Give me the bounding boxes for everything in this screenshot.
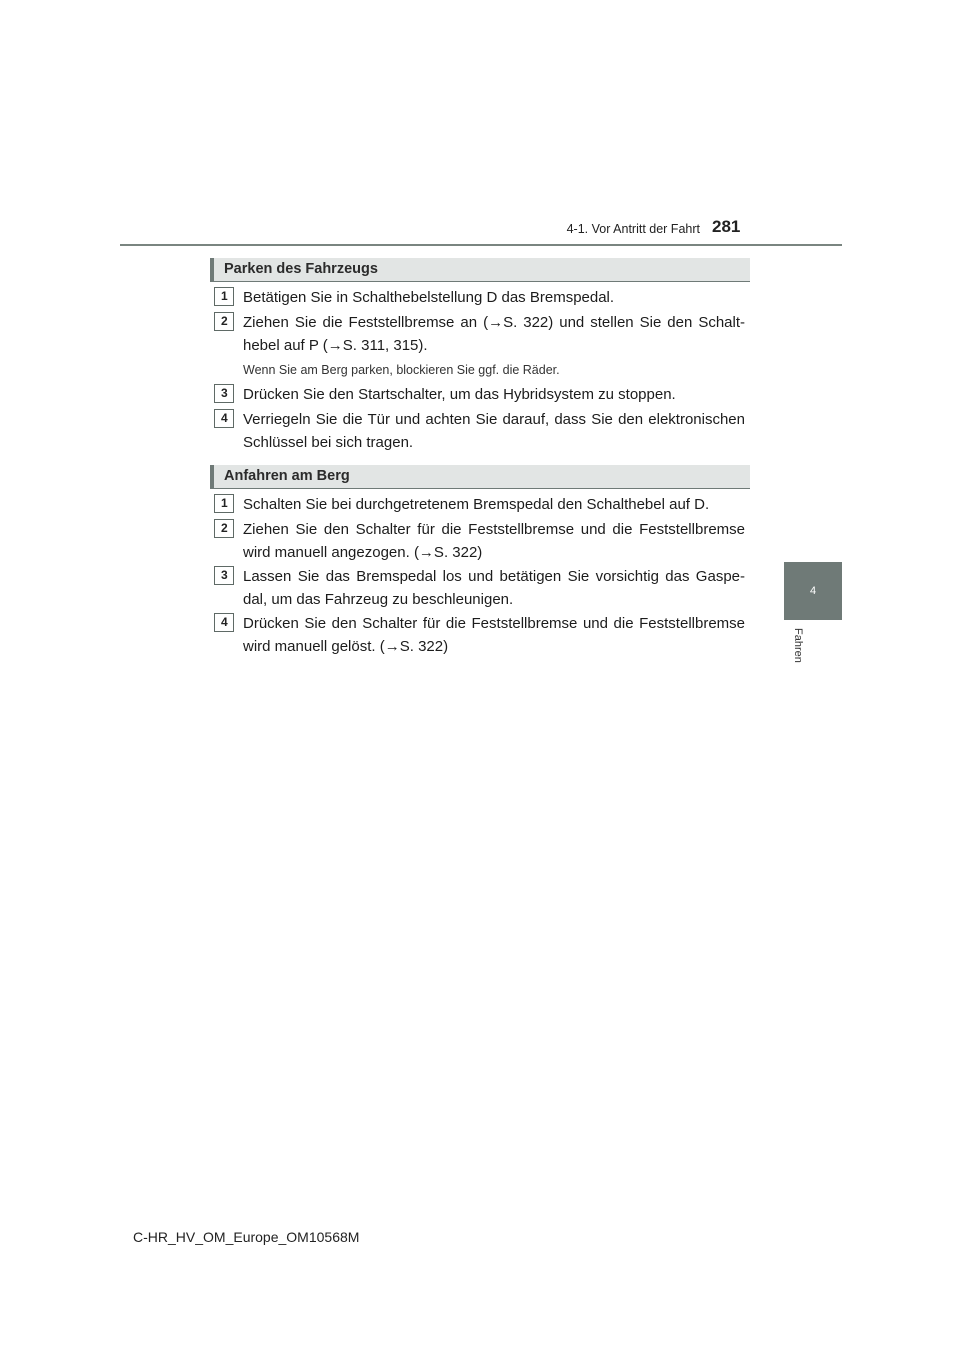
step-text: Drücken Sie den Startschalter, um das Hybridsystem zu stoppen.: [243, 386, 676, 403]
step-text: Lassen Sie das Bremspedal los und betätigen Sie vorsichtig das Gaspe-dal, um das Fahrzeug zu beschleunigen.: [243, 568, 745, 608]
step-text: Ziehen Sie die Feststellbremse an (→S. 322) und stellen Sie den Schalt-hebel auf P (→S. 311, 315).: [243, 314, 745, 354]
document-id: C-HR_HV_OM_Europe_OM10568M: [133, 1229, 360, 1245]
running-header-section: 4-1. Vor Antritt der Fahrt: [566, 222, 700, 236]
chapter-tab: 4: [784, 562, 842, 620]
step-text: Drücken Sie den Schalter für die Feststellbremse und die Feststellbremse wird manuell gelöst. (→S. 322): [243, 615, 745, 655]
step-number-badge: 2: [214, 519, 234, 538]
step-number-badge: 3: [214, 566, 234, 585]
section-heading-hill-start: Anfahren am Berg: [210, 465, 750, 489]
header-divider: [120, 244, 842, 246]
step-number-badge: 4: [214, 409, 234, 428]
step-text: Schalten Sie bei durchgetretenem Bremspedal den Schalthebel auf D.: [243, 496, 710, 513]
step-number-badge: 2: [214, 312, 234, 331]
step-text: Verriegeln Sie die Tür und achten Sie darauf, dass Sie den elektronischen Schlüssel bei sich tragen.: [243, 411, 745, 451]
page-number: 281: [712, 217, 741, 236]
section-heading-parking: Parken des Fahrzeugs: [210, 258, 750, 282]
parking-note: Wenn Sie am Berg parken, blockieren Sie ggf. die Räder.: [243, 363, 560, 377]
chapter-label: Fahren: [792, 628, 804, 663]
step-number-badge: 1: [214, 287, 234, 306]
step-number-badge: 1: [214, 494, 234, 513]
step-text: Betätigen Sie in Schalthebelstellung D das Bremspedal.: [243, 289, 615, 306]
step-text: Ziehen Sie den Schalter für die Feststellbremse und die Feststellbremse wird manuell angezogen. (→S. 322): [243, 521, 745, 561]
step-number-badge: 3: [214, 384, 234, 403]
step-number-badge: 4: [214, 613, 234, 632]
